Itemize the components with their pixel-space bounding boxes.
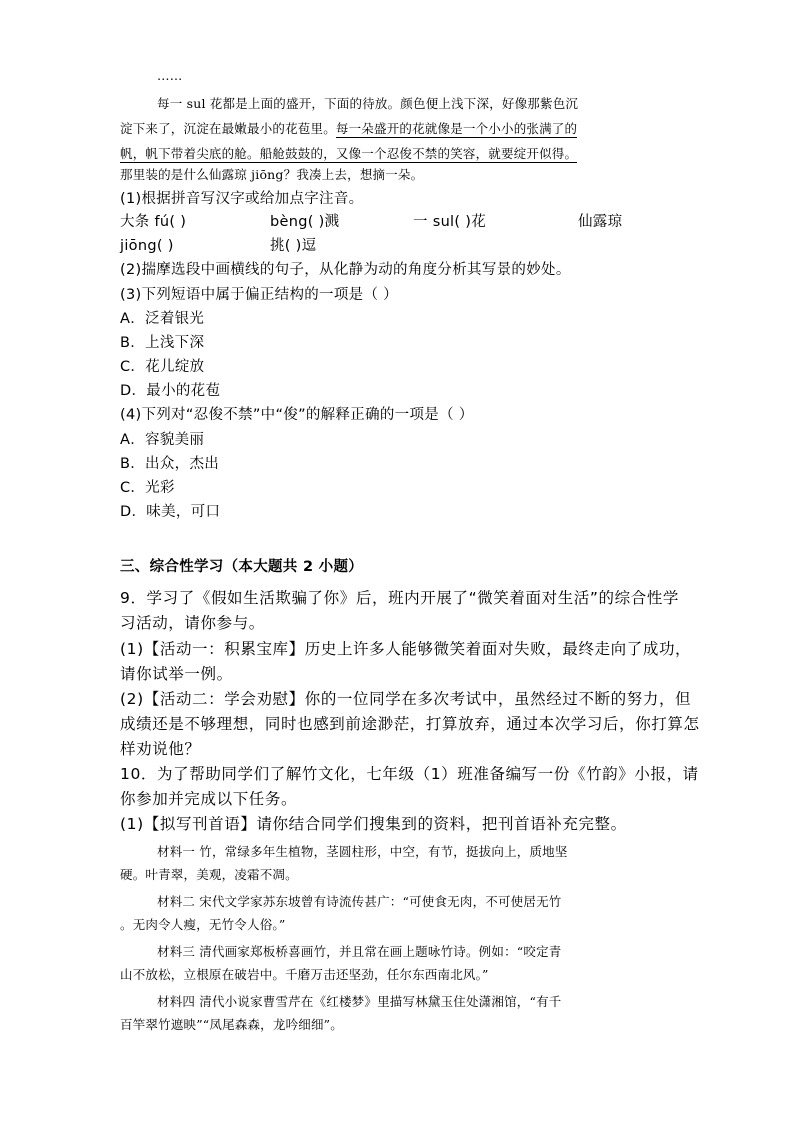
q8-sub3-option-c: C．花儿绽放: [120, 359, 205, 375]
q10-stem-line-2: 你参加并完成以下任务。: [120, 790, 298, 808]
q8-sub4-option-c: C．光彩: [120, 480, 175, 496]
material-3-line-2: 山不放松，立根原在破岩中。千磨万击还坚劲，任尔东西南北风。”: [120, 967, 489, 982]
passage-underlined-sentence-part-2: 帆，帆下带着尖底的舱。船舱鼓鼓的，又像一个忍俊不禁的笑容，就要绽开似得。: [120, 146, 578, 161]
passage-line-4: 那里装的是什么仙露琼 jiōng？我凑上去，想摘一朵。: [120, 167, 424, 182]
q9-activity-1-line-2: 请你试举一例。: [120, 665, 233, 683]
q9-activity-1-line-1: (1)【活动一：积累宝库】历史上许多人能够微笑着面对失败，最终走向了成功，: [120, 640, 692, 658]
q9-activity-2-line-2: 成绩还是不够理想，同时也感到前途渺茫，打算放弃，通过本次学习后，你打算怎: [120, 715, 700, 733]
q8-sub3: (3)下列短语中属于偏正结构的一项是（ ）: [120, 287, 398, 303]
q9-stem-line-2: 习活动，请你参与。: [120, 614, 265, 632]
q8-sub4-option-b: B．出众，杰出: [120, 456, 220, 472]
material-2-line-1: 材料二 宋代文学家苏东坡曾有诗流传甚广：“可使食无肉，不可使居无竹: [157, 894, 562, 909]
passage-line-3: [120, 145, 577, 163]
q9-stem-line-1: 9．学习了《假如生活欺骗了你》后，班内开展了“微笑着面对生活”的综合性学: [120, 589, 680, 607]
passage-line-1: 每一 sul 花都是上面的盛开，下面的待放。颜色便上浅下深，好像那紫色沉: [157, 96, 579, 111]
passage-line-2-plain: 淀下来了，沉淀在最嫩最小的花苞里。: [120, 121, 336, 136]
material-1-line-2: 硬。叶青翠，美观，凌霜不凋。: [120, 867, 298, 882]
q8-sub3-option-b: B．上浅下深: [120, 335, 205, 351]
q8-sub3-option-a: A．泛着银光: [120, 311, 205, 327]
q9-activity-2-line-3: 样劝说他？: [120, 740, 201, 758]
q10-task-1: (1)【拟写刊首语】请你结合同学们搜集到的资料，把刊首语补充完整。: [120, 815, 627, 833]
q8-sub1-item-e: jiōng( ): [120, 238, 174, 254]
q8-sub1-item-b: bèng( )溅: [270, 214, 340, 230]
q8-sub4: (4)下列对“忍俊不禁”中“俊”的解释正确的一项是（ ）: [120, 407, 474, 423]
q8-sub1: (1)根据拼音写汉字或给加点字注音。: [120, 191, 364, 207]
q8-sub1-item-a: 大条 fú( ): [120, 214, 187, 230]
material-1-line-1: 材料一 竹，常绿多年生植物，茎圆柱形，中空，有节，挺拔向上，质地坚: [157, 844, 568, 859]
section-3-heading: 三、综合性学习（本大题共 2 小题）: [120, 559, 364, 575]
passage-underlined-sentence-part-1: 每一朵盛开的花就像是一个小小的张满了的: [335, 121, 578, 136]
passage-line-2: [120, 120, 577, 138]
q8-sub3-option-d: D．最小的花苞: [120, 383, 221, 399]
q10-stem-line-1: 10．为了帮助同学们了解竹文化，七年级（1）班准备编写一份《竹韵》小报，请: [120, 765, 699, 783]
q8-sub4-option-a: A．容貌美丽: [120, 432, 205, 448]
q8-sub1-item-c: 一 sul( )花: [413, 214, 487, 230]
q8-sub1-item-d: 仙露琼: [578, 214, 623, 230]
q8-sub2: (2)揣摩选段中画横线的句子，从化静为动的角度分析其写景的妙处。: [120, 262, 571, 278]
passage-ellipsis: ……: [157, 68, 183, 83]
q9-activity-2-line-1: (2)【活动二：学会劝慰】你的一位同学在多次考试中，虽然经过不断的努力，但: [120, 690, 692, 708]
material-4-line-2: 百竿翠竹遮映”“凤尾森森，龙吟细细”。: [120, 1017, 343, 1032]
q8-sub4-option-d: D．味美，可口: [120, 504, 221, 520]
q8-sub1-item-f: 挑( )逗: [270, 238, 317, 254]
material-4-line-1: 材料四 清代小说家曹雪芹在《红楼梦》里描写林黛玉住处潇湘馆，“有千: [157, 994, 562, 1009]
material-3-line-1: 材料三 清代画家郑板桥喜画竹，并且常在画上题咏竹诗。例如：“咬定青: [157, 944, 562, 959]
material-2-line-2: 。无肉令人瘦，无竹令人俗。”: [120, 917, 286, 932]
